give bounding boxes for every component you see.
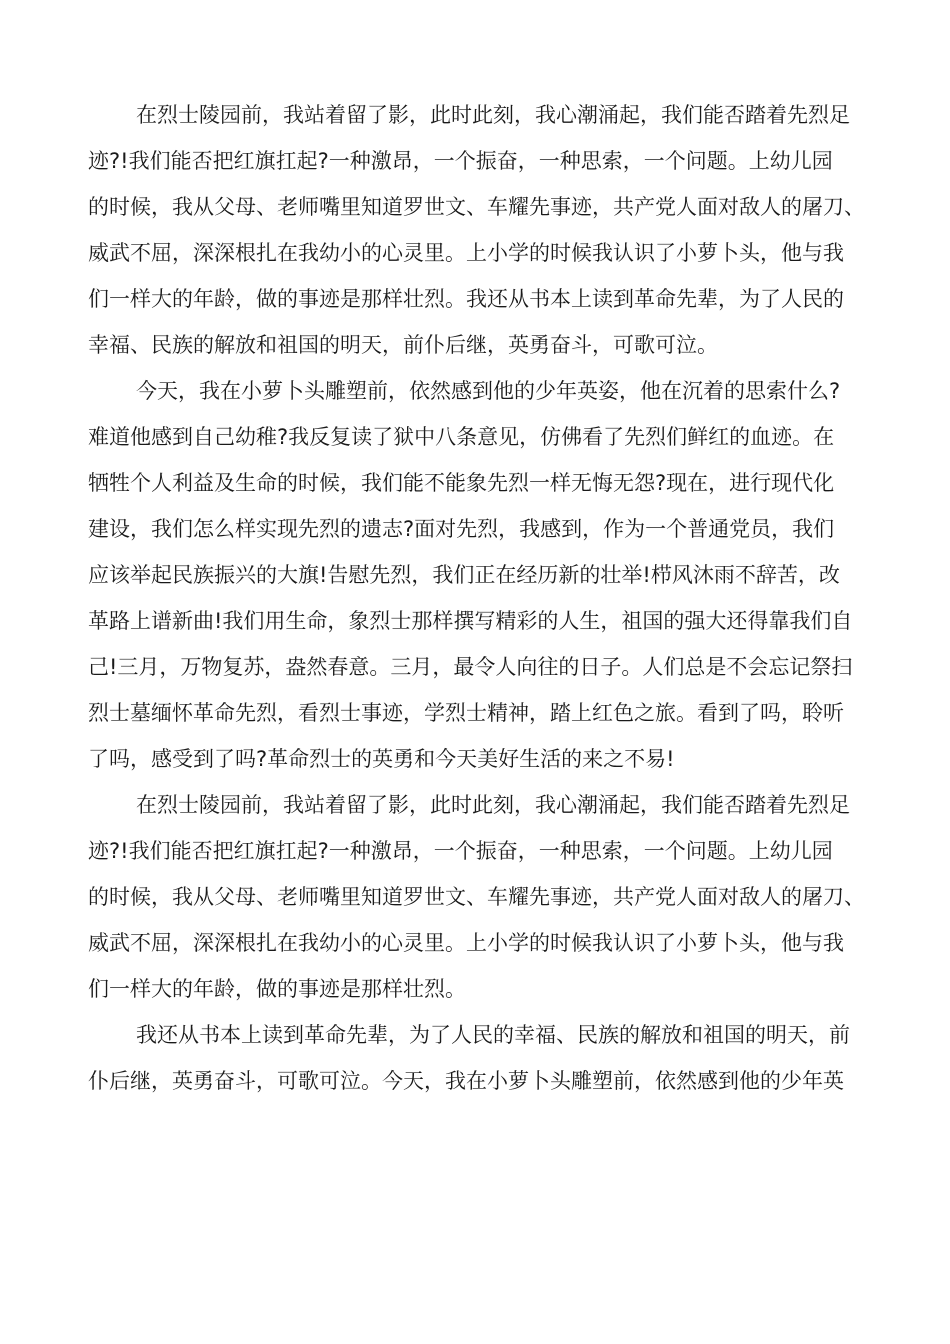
text-line: 们一样大的年龄，做的事迹是那样壮烈。 [88, 977, 466, 1001]
paragraph-first-line: 在烈士陵园前，我站着留了影，此时此刻，我心潮涌起，我们能否踏着先烈足 [136, 793, 850, 817]
text-line: 革路上谱新曲!我们用生命，象烈士那样撰写精彩的人生，祖国的强大还得靠我们自 [88, 609, 853, 633]
text-line: 建设，我们怎么样实现先烈的遗志?面对先烈，我感到，作为一个普通党员，我们 [88, 517, 835, 541]
paragraph-first-line: 在烈士陵园前，我站着留了影，此时此刻，我心潮涌起，我们能否踏着先烈足 [136, 103, 850, 127]
text-line: 们一样大的年龄，做的事迹是那样壮烈。我还从书本上读到革命先辈，为了人民的 [88, 287, 844, 311]
text-line: 难道他感到自己幼稚?我反复读了狱中八条意见，仿佛看了先烈们鲜红的血迹。在 [88, 425, 835, 449]
text-line: 了吗，感受到了吗?革命烈士的英勇和今天美好生活的来之不易! [88, 747, 675, 771]
text-line: 的时候，我从父母、老师嘴里知道罗世文、车耀先事迹，共产党人面对敌人的屠刀、 [88, 885, 865, 909]
text-line: 幸福、民族的解放和祖国的明天，前仆后继，英勇奋斗，可歌可泣。 [88, 333, 718, 357]
text-line: 牺牲个人利益及生命的时候，我们能不能象先烈一样无悔无怨?现在，进行现代化 [88, 471, 835, 495]
document-body [88, 92, 872, 1104]
text-line: 的时候，我从父母、老师嘴里知道罗世文、车耀先事迹，共产党人面对敌人的屠刀、 [88, 195, 865, 219]
text-line: 威武不屈，深深根扎在我幼小的心灵里。上小学的时候我认识了小萝卜头，他与我 [88, 931, 844, 955]
text-line: 迹?!我们能否把红旗扛起?一种激昂，一个振奋，一种思索，一个问题。上幼儿园 [88, 839, 833, 863]
text-line: 威武不屈，深深根扎在我幼小的心灵里。上小学的时候我认识了小萝卜头，他与我 [88, 241, 844, 265]
paragraph-first-line: 今天，我在小萝卜头雕塑前，依然感到他的少年英姿，他在沉着的思索什么? [136, 379, 841, 403]
text-line: 己!三月，万物复苏，盎然春意。三月，最令人向往的日子。人们总是不会忘记祭扫 [88, 655, 853, 679]
text-line: 烈士墓缅怀革命先烈，看烈士事迹，学烈士精神，踏上红色之旅。看到了吗，聆听 [88, 701, 844, 725]
text-line: 迹?!我们能否把红旗扛起?一种激昂，一个振奋，一种思索，一个问题。上幼儿园 [88, 149, 833, 173]
paragraph-first-line: 我还从书本上读到革命先辈，为了人民的幸福、民族的解放和祖国的明天，前 [136, 1023, 850, 1047]
text-line: 应该举起民族振兴的大旗!告慰先烈，我们正在经历新的壮举!栉风沐雨不辞苦，改 [88, 563, 840, 587]
text-line: 仆后继，英勇奋斗，可歌可泣。今天，我在小萝卜头雕塑前，依然感到他的少年英 [88, 1069, 844, 1093]
